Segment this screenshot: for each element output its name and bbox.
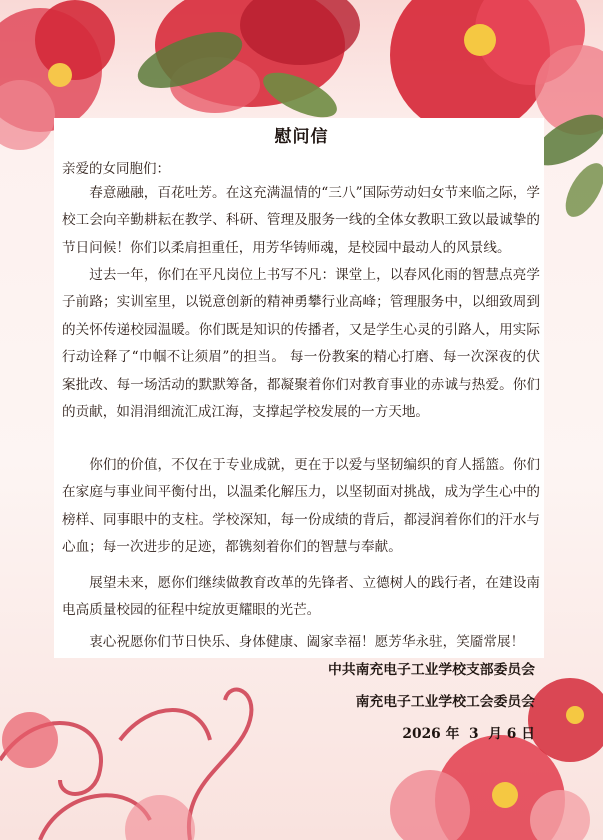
paragraph-1: 春意融融，百花吐芳。在这充满温情的“三八”国际劳动妇女节来临之际，学校工会向辛勤耕耘在教学、科研、管理及服务一线的全体女教职工致以最诚挚的节日问候！你们以柔肩担重任，用芳华铸师魂，是校园中最动人的风景线。 <box>62 185 540 256</box>
closing-wish: 衷心祝愿你们节日快乐、身体健康、阖家幸福！愿芳华永驻，笑靥常展！ <box>89 634 525 650</box>
salutation: 亲爱的女同胞们： <box>62 161 170 177</box>
paragraph-2: 过去一年，你们在平凡岗位上书写不凡：课堂上，以春风化雨的智慧点亮学子前路；实训室里，以锐意创新的精神勇攀行业高峰；管理服务中，以细致周到的关怀传递校园温暖。你们既是知识的传播者，又是学生心灵的引路人，用实际行动诠释了“巾帼不让须眉”的担当。 每一份教案的精心打磨、每一次深夜的伏案批改、每一场活动的默默筹备，都凝聚着你们对教育事业的赤诚与热爱。你们的贡献，如涓涓细流汇成江海，支撑起学校发展的一方天地。 <box>62 267 540 421</box>
paragraph-3: 你们的价值，不仅在于专业成就，更在于以爱与坚韧编织的育人摇篮。你们在家庭与事业间平衡付出，以温柔化解压力，以坚韧面对挑战，成为学生心中的榜样、同事眼中的支柱。学校深知，每一份成绩的背后，都浸润着你们的汗水与心血；每一次进步的足迹，都镌刻着你们的智慧与奉献。 <box>62 457 540 556</box>
top-center-flower <box>131 0 360 126</box>
letter-date: 2026 年 3 月 6 日 <box>402 726 535 742</box>
signature-union-committee: 南充电子工业学校工会委员会 <box>355 694 535 710</box>
signature-party-committee: 中共南充电子工业学校支部委员会 <box>328 662 535 678</box>
paragraph-4: 展望未来，愿你们继续做教育改革的先锋者、立德树人的践行者，在建设南电高质量校园的征程中绽放更耀眼的光芒。 <box>62 575 540 619</box>
letter-title: 慰问信 <box>274 127 329 147</box>
